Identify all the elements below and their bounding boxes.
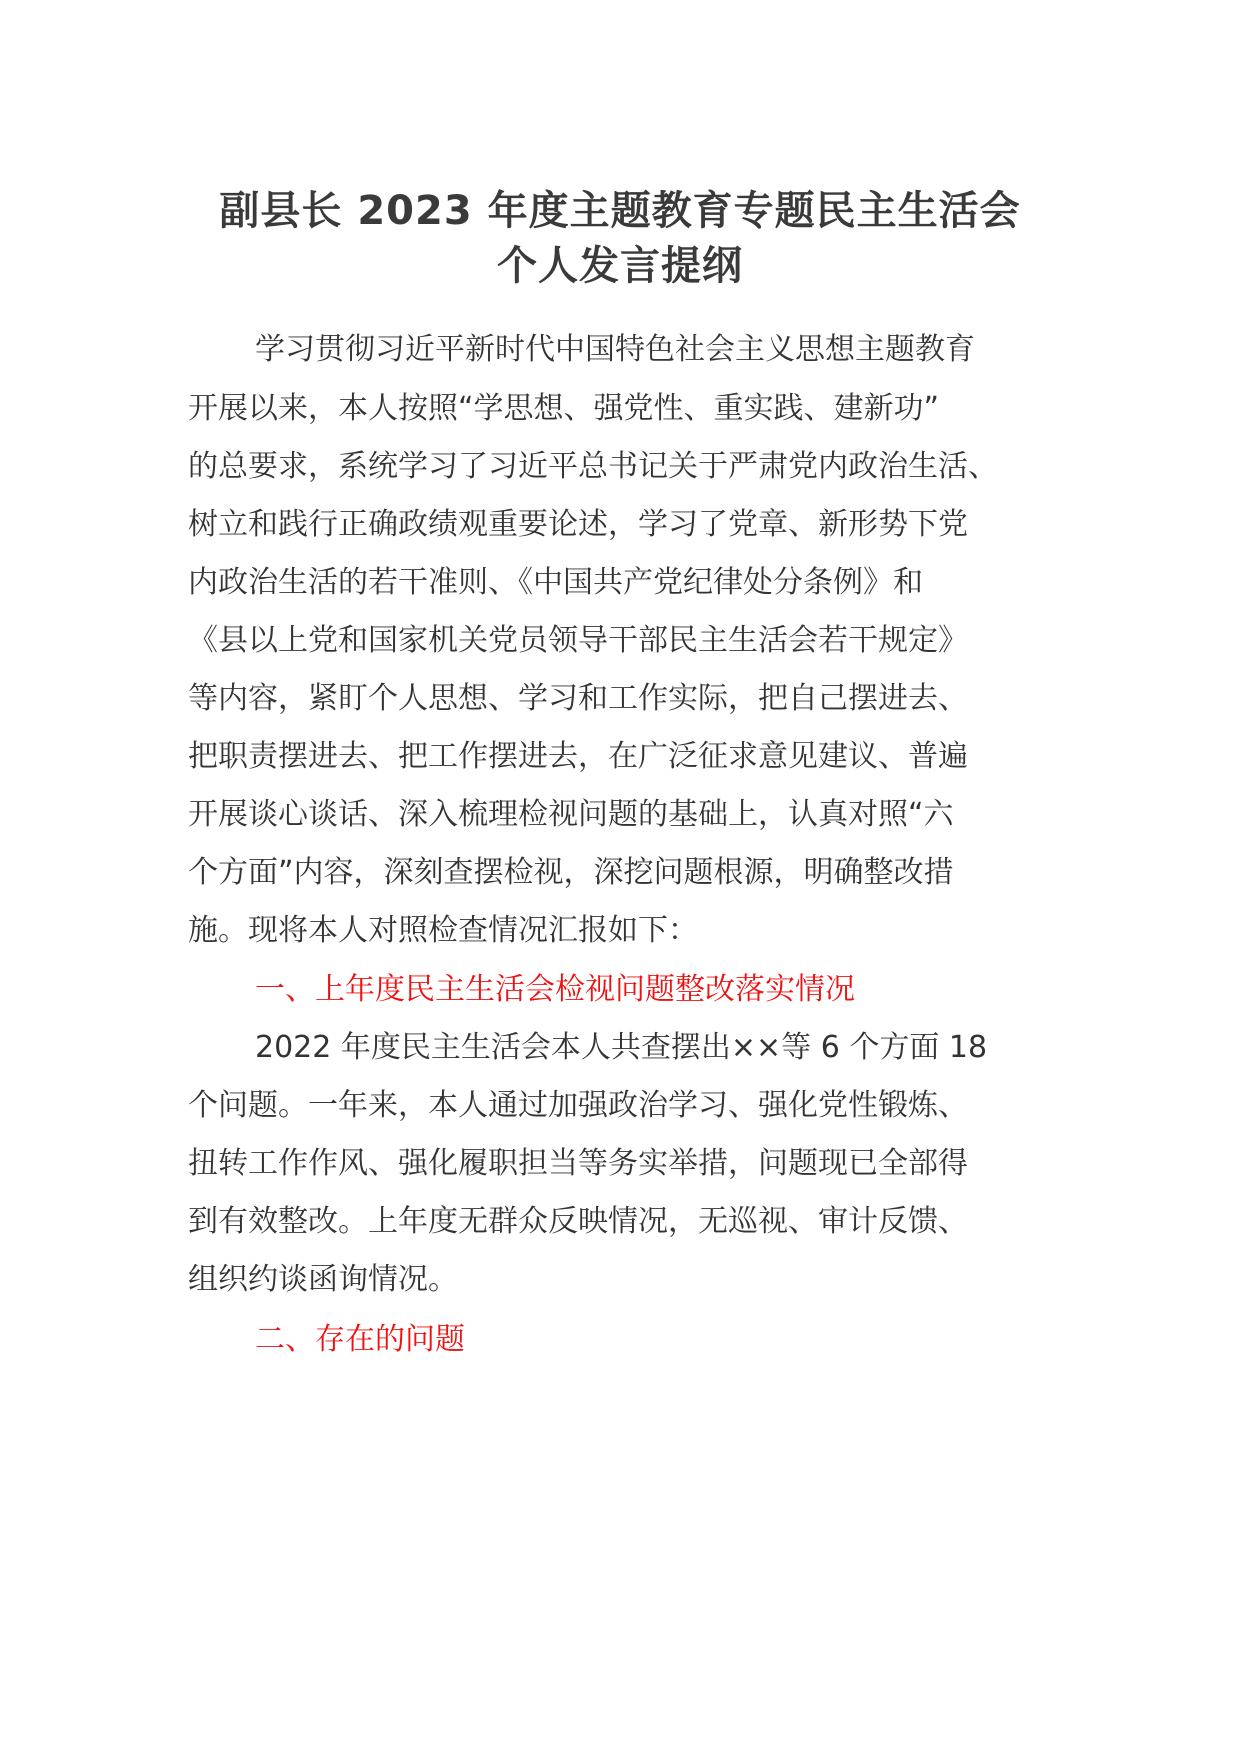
paragraph-line: 开展以来，本人按照“学思想、强党性、重实践、建新功” [188,391,940,426]
paragraph-line: 扭转工作作风、强化履职担当等务实举措，问题现已全部得 [188,1146,968,1181]
section-heading-2: 二、存在的问题 [255,1322,465,1357]
paragraph-line: 组织约谈函询情况。 [188,1262,458,1297]
paragraph-line: 个方面”内容，深刻查摆检视，深挖问题根源，明确整改措 [188,855,954,890]
paragraph-line: 学习贯彻习近平新时代中国特色社会主义思想主题教育 [255,332,975,367]
paragraph-line: 内政治生活的若干准则、《中国共产党纪律处分条例》和 [188,565,923,600]
paragraph-line: 的总要求，系统学习了习近平总书记关于严肃党内政治生活、 [188,449,998,484]
paragraph-line: 2022 年度民主生活会本人共查摆出××等 6 个方面 18 [255,1030,988,1065]
document-title-line-2: 个人发言提纲 [497,243,743,289]
paragraph-line: 施。现将本人对照检查情况汇报如下： [188,913,698,948]
paragraph-line: 《县以上党和国家机关党员领导干部民主生活会若干规定》 [188,623,968,658]
paragraph-line: 到有效整改。上年度无群众反映情况，无巡视、审计反馈、 [188,1204,968,1239]
paragraph-line: 把职责摆进去、把工作摆进去，在广泛征求意见建议、普遍 [188,739,968,774]
paragraph-line: 个问题。一年来，本人通过加强政治学习、强化党性锻炼、 [188,1088,968,1123]
document-title-line-1: 副县长 2023 年度主题教育专题民主生活会 [219,188,1021,234]
section-heading-1: 一、上年度民主生活会检视问题整改落实情况 [255,972,855,1007]
paragraph-line: 开展谈心谈话、深入梳理检视问题的基础上，认真对照“六 [188,797,954,832]
paragraph-line: 树立和践行正确政绩观重要论述，学习了党章、新形势下党 [188,507,968,542]
paragraph-line: 等内容，紧盯个人思想、学习和工作实际，把自己摆进去、 [188,681,968,716]
